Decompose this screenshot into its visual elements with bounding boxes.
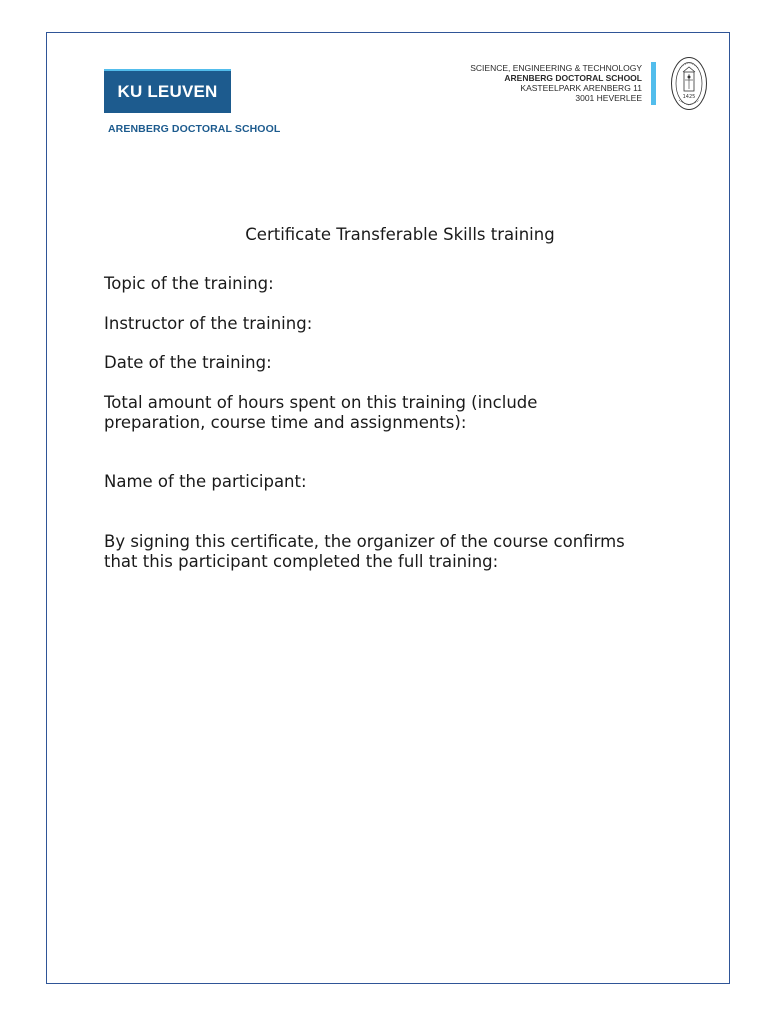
ku-leuven-logo — [104, 69, 231, 113]
address-faculty: SCIENCE, ENGINEERING & TECHNOLOGY — [470, 63, 642, 73]
address-street: KASTEELPARK ARENBERG 11 — [520, 83, 642, 93]
logo-subtitle: ARENBERG DOCTORAL SCHOOL — [108, 123, 281, 135]
confirmation-line2: that this participant completed the full training: — [104, 552, 499, 571]
date-label: Date of the training: — [104, 353, 272, 372]
participant-label: Name of the participant: — [104, 472, 307, 491]
topic-label: Topic of the training: — [104, 274, 274, 293]
accent-bar — [651, 62, 656, 105]
certificate-title: Certificate Transferable Skills training — [245, 225, 555, 244]
page-border — [46, 32, 730, 984]
hours-label-line2: preparation, course time and assignments): — [104, 413, 467, 432]
university-seal-icon — [670, 56, 708, 111]
address-city: 3001 HEVERLEE — [575, 93, 642, 103]
logo-text: KU LEUVEN — [117, 82, 218, 101]
instructor-label: Instructor of the training: — [104, 314, 313, 333]
confirmation-line1: By signing this certificate, the organizer of the course confirms — [104, 532, 625, 551]
confirmation-text — [104, 532, 694, 572]
address-block — [470, 63, 642, 103]
address-school: ARENBERG DOCTORAL SCHOOL — [504, 73, 642, 83]
seal-year: 1425 — [682, 94, 696, 100]
hours-label — [104, 393, 694, 433]
hours-label-line1: Total amount of hours spent on this training (include — [104, 393, 538, 412]
